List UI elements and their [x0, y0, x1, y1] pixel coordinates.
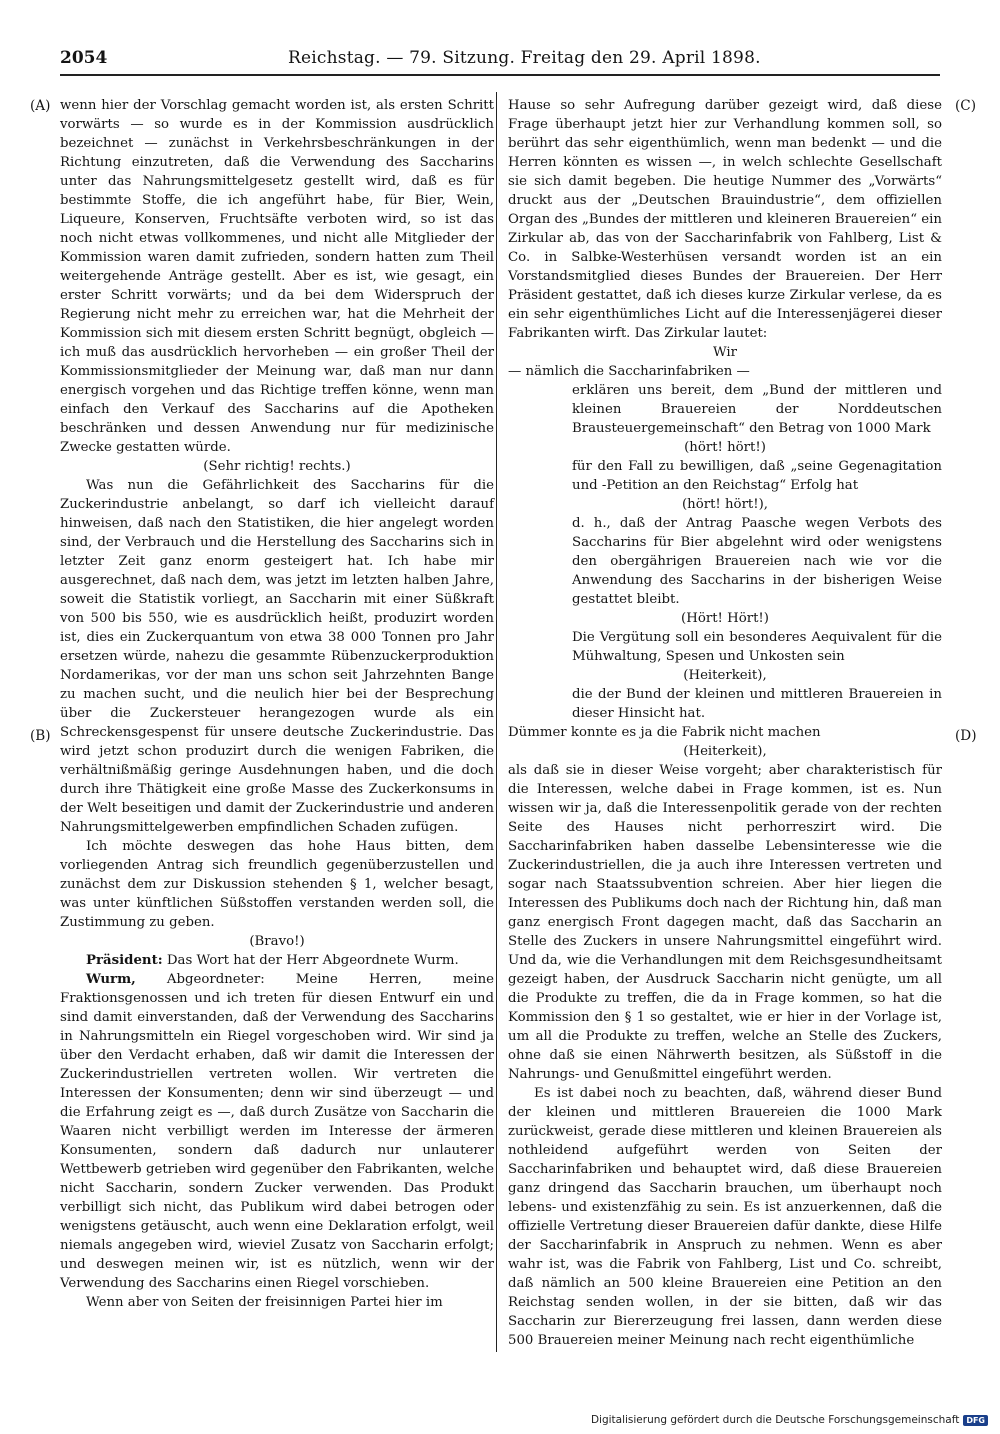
digitization-credit — [591, 1414, 988, 1426]
quote-line: — nämlich die Saccharinfabriken — — [508, 364, 750, 379]
paragraph: Wenn aber von Seiten der freisinnigen Partei hier im — [86, 1295, 443, 1310]
quote-text: Die Vergütung soll ein besonderes Aequivalent für die Mühwaltung, Spesen und Unkosten sein — [572, 630, 942, 664]
interjection: (hört! hört!), — [681, 497, 769, 512]
interjection: (Heiterkeit), — [683, 668, 767, 683]
paragraph: Hause so sehr Aufregung darüber gezeigt wird, daß diese Frage überhaupt jetzt hier zur Verhandlung kommen soll, so berührt das sehr eigenthümlich, wenn man bedenkt — und die Herren könnten es wissen —, in welch schlechte Gesellschaft sie sich damit begeben. Die heutige Nummer des „Vorwärts“ druckt aus der „Deutschen Brauindustrie“, dem offiziellen Organ des „Bundes der mittleren und kleineren Brauereien“ ein Zirkular ab, das von der Saccharinfabrik von Fahlberg, List & Co. in Salbke-Westerhüsen versandt worden ist an ein Vorstandsmitglied dieses Bundes der Brauereien. Der Herr Präsident gestattet, daß ich dieses kurze Zirkular verlese, da es ein sehr eigenthümliches Licht auf die Interessenjägerei dieser Fabrikanten wirft. Das Zirkular lautet: — [508, 98, 942, 341]
margin-mark-d: (D) — [955, 728, 977, 744]
interjection: (Hört! Hört!) — [681, 611, 769, 626]
quote-line: Wir — [712, 345, 738, 360]
paragraph: wenn hier der Vorschlag gemacht worden ist, als ersten Schritt vorwärts — so wurde es in der Kommission ausdrücklich bezeichnet — zunächst in Verkehrsbeschränkungen in der Richtung einzutreten, daß die Verwendung des Saccharins unter das Nahrungsmittelgesetz gestellt wird, daß es für bestimmte Stoffe, die ich angeführt habe, für Bier, Wein, Liqueure, Konserven, Fruchtsäfte verboten wird, so ist das noch nicht etwas vollkommenes, und nicht alle Mitglieder der Kommission waren damit zufrieden, sondern hatten zum Theil weitergehende Anträge gestellt. Aber es ist, wie gesagt, ein erster Schritt vorwärts; und da bei dem Widerspruch der Regierung nicht mehr zu erreichen war, hat die Mehrheit der Kommission sich mit diesem ersten Schritt begnügt, obgleich — ich muß das ausdrücklich hervorheben — ein großer Theil der Kommissionsmitglieder der Meinung war, daß man nur dann energisch vorgehen und das Richtige treffen könne, wenn man einfach den Verkauf des Saccharins auf die Apotheken beschränken und dessen Anwendung nur für medizinische Zwecke gestatten würde. — [60, 98, 494, 455]
column-divider — [496, 92, 497, 1352]
speaker-name: Präsident: — [86, 953, 163, 968]
dfg-logo: DFG — [963, 1415, 988, 1426]
speech-text: Abgeordneter: Meine Herren, meine Fraktionsgenossen und ich treten für diesen Entwurf ein und sind damit einverstanden, daß der Verwendung des Saccharins in Nahrungsmitteln ein Riegel vorgeschoben wird. Wir sind ja über den Verdacht erhaben, daß wir damit die Interessen der Zuckerindustriellen vertreten wollen. Wir vertreten die Interessen der Konsumenten; denn wir sind überzeugt — und die Erfahrung zeigt es —, daß durch Zusätze von Saccharin die Waaren nicht verbilligt werden im Interesse der ärmeren Konsumenten, sondern daß dadurch nur unlauterer Wettbewerb getrieben wird gegenüber den Fabrikanten, welche nicht Saccharin, sondern Zucker verwenden. Das Produkt verbilligt sich nicht, das Publikum wird dabei betrogen oder wenigstens getäuscht, auch wenn eine Deklaration erfolgt, weil niemals angegeben wird, wieviel Zusatz von Saccharin erfolgt; und deswegen meinen wir, ist es nützlich, wenn wir der Verwendung des Saccharins einen Riegel vorschieben. — [60, 972, 495, 1291]
paragraph: Was nun die Gefährlichkeit des Saccharins für die Zuckerindustrie anbelangt, so darf ich vielleicht darauf hinweisen, daß nach den Statistiken, die hier angelegt worden sind, der Verbrauch und die Herstellung des Saccharins sich in letzter Zeit ganz enorm gesteigert hat. Ich habe mir ausgerechnet, daß nach dem, was jetzt im letzten halben Jahre, soweit die Statistik vorliegt, an Saccharin mit einer Süßkraft von 500 bis 550, wie es ausdrücklich heißt, produzirt worden ist, dies ein Zuckerquantum von etwa 38 000 Tonnen pro Jahr ersetzen würde, nahezu die gesammte Rübenzuckerproduktion Nordamerikas, vor der man uns schon seit Jahrzehnten Bange zu machen sucht, und die neulich hier bei der Besprechung über die Zuckersteuer herangezogen wurde als ein Schreckensgespenst für unsere deutsche Zuckerindustrie. Das wird jetzt schon produzirt durch die wenigen Fabriken, die verhältnißmäßig geringe Ausdehnungen haben, und die doch durch ihre Thätigkeit eine große Masse des Zuckerkonsums in der Welt beseitigen und damit der Zuckerindustrie und anderen Nahrungsmittelgewerben empfindlichen Schaden zufügen. — [60, 478, 494, 835]
interjection: (Sehr richtig! rechts.) — [203, 459, 351, 474]
interjection: (Heiterkeit), — [683, 744, 767, 759]
running-title: Reichstag. — 79. Sitzung. Freitag den 29. April 1898. — [288, 48, 761, 68]
page-header — [60, 46, 940, 76]
margin-mark-b: (B) — [30, 728, 51, 744]
quote-text: d. h., daß der Antrag Paasche wegen Verbots des Saccharins für Bier abgelehnt wird oder wenigstens den obergährigen Brauereien nach wie vor die Anwendung des Saccharins in der bisherigen Weise gestattet bleibt. — [572, 516, 942, 607]
speaker-paragraph — [60, 970, 494, 1293]
quote-text: erklären uns bereit, dem „Bund der mittleren und kleinen Brauereien der Norddeutschen Brausteuergemeinschaft“ den Betrag von 1000 Mark — [572, 383, 942, 436]
speaker-paragraph — [60, 951, 494, 970]
paragraph: Dümmer konnte es ja die Fabrik nicht machen — [508, 725, 821, 740]
quote-text: die der Bund der kleinen und mittleren Brauereien in dieser Hinsicht hat. — [572, 687, 942, 721]
speaker-name: Wurm, — [86, 972, 136, 987]
credit-text: Digitalisierung gefördert durch die Deutsche Forschungsgemeinschaft — [590, 1414, 960, 1426]
right-column — [508, 96, 942, 1350]
quote-text: für den Fall zu bewilligen, daß „seine Gegenagitation und -Petition an den Reichstag“ Erfolg hat — [572, 459, 942, 493]
interjection: (hört! hört!) — [684, 440, 766, 455]
speech-text: Das Wort hat der Herr Abgeordnete Wurm. — [166, 953, 459, 968]
margin-mark-a: (A) — [30, 98, 51, 114]
paragraph: als daß sie in dieser Weise vorgeht; aber charakteristisch für die Interessen, welche dabei in Frage kommen, ist es. Nun wissen wir ja, daß die Interessenpolitik gerade von der rechten Seite des Hauses nicht perhorreszirt wird. Die Saccharinfabriken haben dasselbe Lebensinteresse wie die Zuckerindustriellen, die ja auch ihre Interessen vertreten und sogar nach Staatssubvention schreien. Aber hier liegen die Interessen des Publikums doch nach der Richtung hin, daß man ganz energisch Front dagegen macht, daß das Saccharin an Stelle des Zuckers in unsere Nahrungsmittel eingeführt wird. Und da, wie die Verhandlungen mit dem Reichsgesundheitsamt gezeigt haben, der Ausdruck Saccharin nicht genügte, um all die Produkte zu treffen, die da in Frage kommen, so hat die Kommission den § 1 so gestaltet, wie er hier in der Vorlage ist, um all die Produkte zu treffen, welche an Stelle des Zuckers, ohne daß sie einen Nährwerth besitzen, als Süßstoff in die Nahrungs- und Genußmittel eingeführt werden. — [508, 763, 942, 1082]
interjection: (Bravo!) — [249, 934, 305, 949]
paragraph: Ich möchte deswegen das hohe Haus bitten, dem vorliegenden Antrag sich freundlich gegenüberzustellen und zunächst dem zur Diskussion stehenden § 1, welcher besagt, was unter künftlichen Süßstoffen verstanden werden soll, die Zustimmung zu geben. — [60, 839, 494, 930]
page-number: 2054 — [60, 48, 108, 68]
paragraph: Es ist dabei noch zu beachten, daß, während dieser Bund der kleinen und mittleren Brauereien die 1000 Mark zurückweist, gerade diese mittleren und kleinen Brauereien als nothleidend aufgeführt werden von Seiten der Saccharinfabriken und behauptet wird, daß diese Brauereien ganz dringend das Saccharin brauchen, um überhaupt noch lebens- und existenzfähig zu sein. Es ist anzuerkennen, daß die offizielle Vertretung dieser Brauereien dafür dankte, diese Hilfe der Saccharinfabrik in Anspruch zu nehmen. Wenn es aber wahr ist, was die Fabrik von Fahlberg, List und Co. schreibt, daß nämlich an 500 kleine Brauereien eine Petition an den Reichstag senden wollen, in der sie bitten, daß wir das Saccharin zur Biererzeugung frei lassen, dann werden diese 500 Brauereien meiner Meinung nach recht eigenthümliche — [508, 1086, 942, 1348]
margin-mark-c: (C) — [955, 98, 977, 114]
left-column — [60, 96, 494, 1312]
